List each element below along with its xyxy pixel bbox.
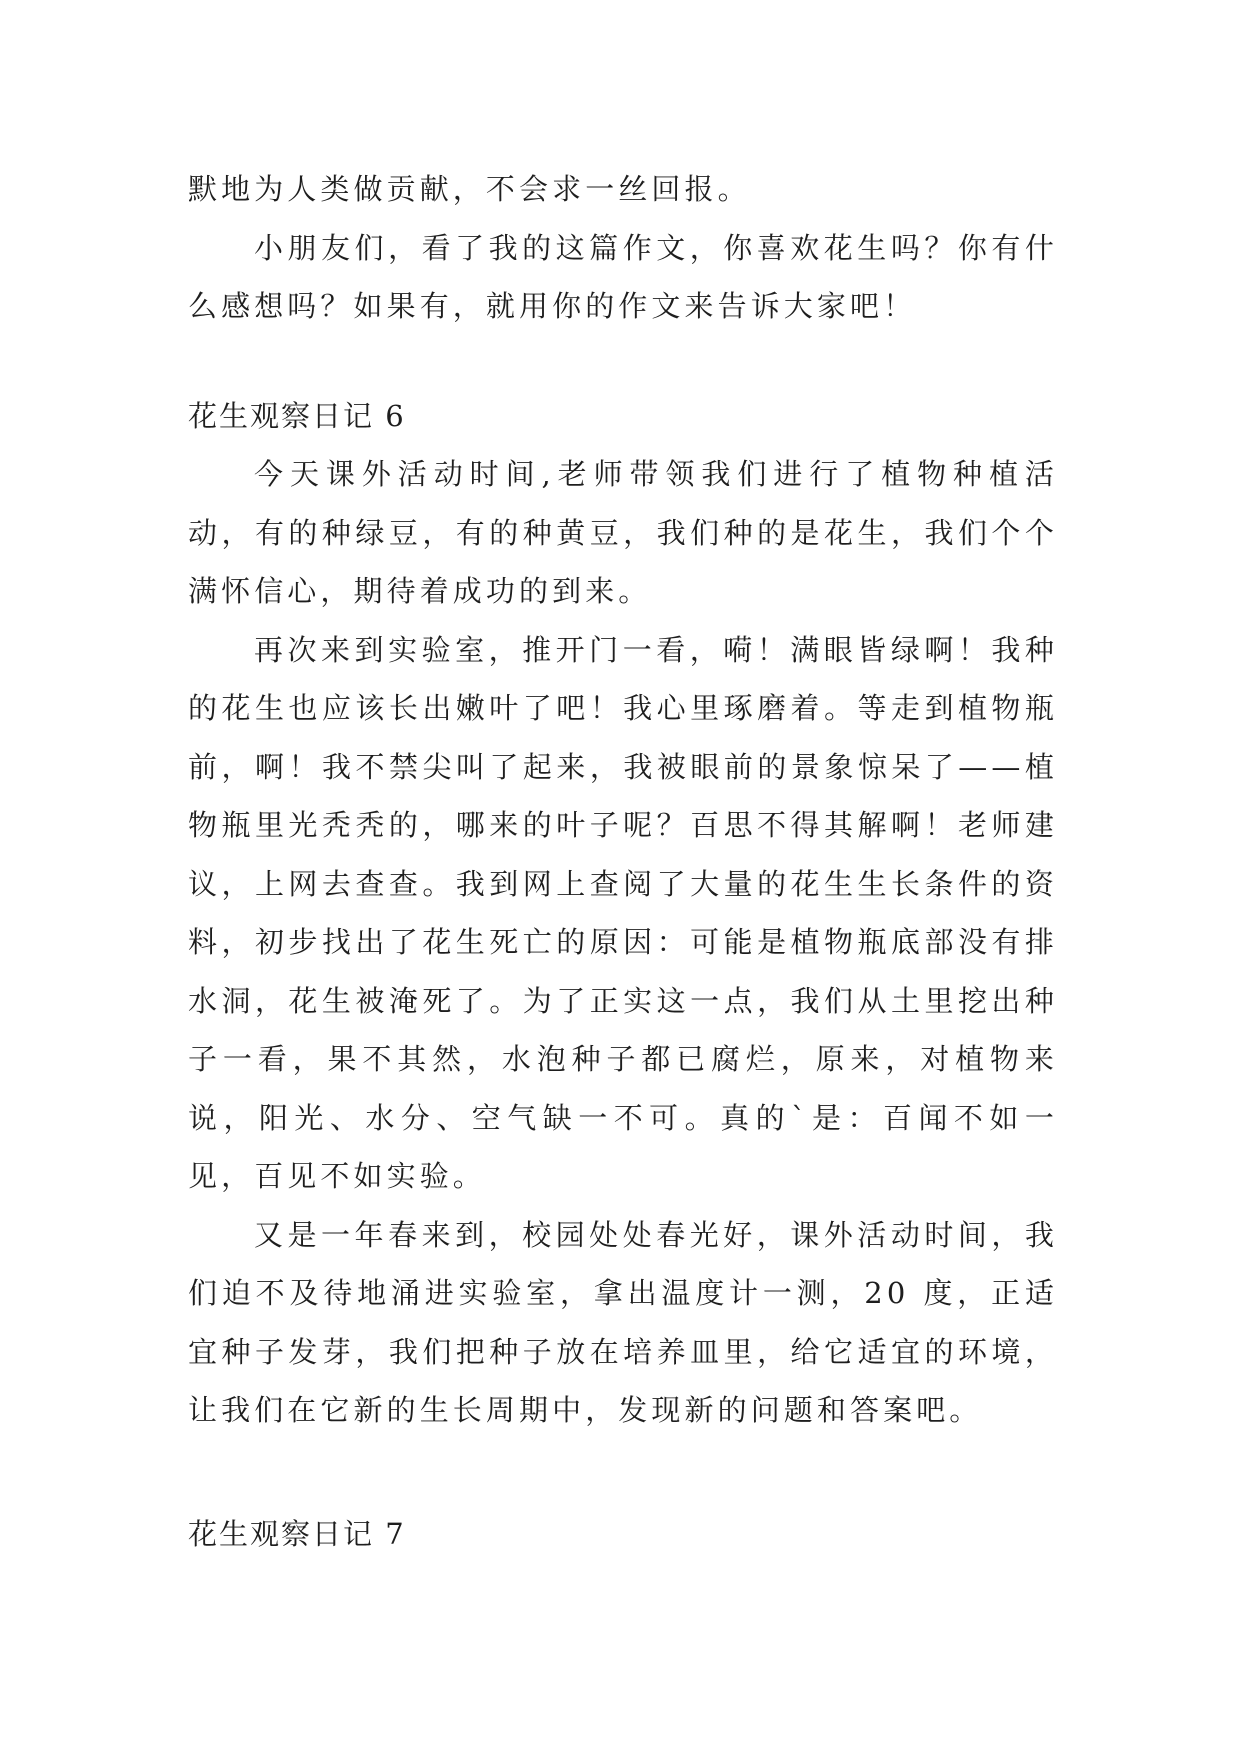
diary-6-paragraph-1: 今天课外活动时间,老师带领我们进行了植物种植活动，有的种绿豆，有的种黄豆，我们种的是花生，我们个个满怀信心，期待着成功的到来。 [188, 457, 1058, 608]
section-spacer [188, 336, 1058, 387]
diary-6-paragraph-2: 再次来到实验室，推开门一看，嗬！满眼皆绿啊！我种的花生也应该长出嫩叶了吧！我心里琢磨着。等走到植物瓶前，啊！我不禁尖叫了起来，我被眼前的景象惊呆了——植物瓶里光秃秃的，哪来的叶子呢？百思不得其解啊！老师建议，上网去查查。我到网上查阅了大量的花生生长条件的资料，初步找出了花生死亡的原因：可能是植物瓶底部没有排水洞，花生被淹死了。为了正实这一点，我们从土里挖出种子一看，果不其然，水泡种子都已腐烂，原来，对植物来说，阳光、水分、空气缺一不可。真的`是：百闻不如一见，百见不如实验。 [188, 632, 1058, 1193]
section-spacer [188, 1440, 1058, 1505]
diary-6-paragraph-3: 又是一年春来到，校园处处春光好，课外活动时间，我们迫不及待地涌进实验室，拿出温度计一测，20 度，正适宜种子发芽，我们把种子放在培养皿里，给它适宜的环境，让我们在它新的生长周期中，发现新的问题和答案吧。 [188, 1217, 1058, 1427]
section-title-diary-6: 花生观察日记 6 [188, 398, 406, 433]
document-body [188, 160, 1058, 1563]
section-title-diary-7: 花生观察日记 7 [188, 1516, 406, 1551]
continuation-paragraph: 默地为人类做贡献，不会求一丝回报。 [188, 172, 751, 206]
closing-paragraph: 小朋友们，看了我的这篇作文，你喜欢花生吗？你有什么感想吗？如果有，就用你的作文来告诉大家吧！ [188, 230, 1058, 323]
